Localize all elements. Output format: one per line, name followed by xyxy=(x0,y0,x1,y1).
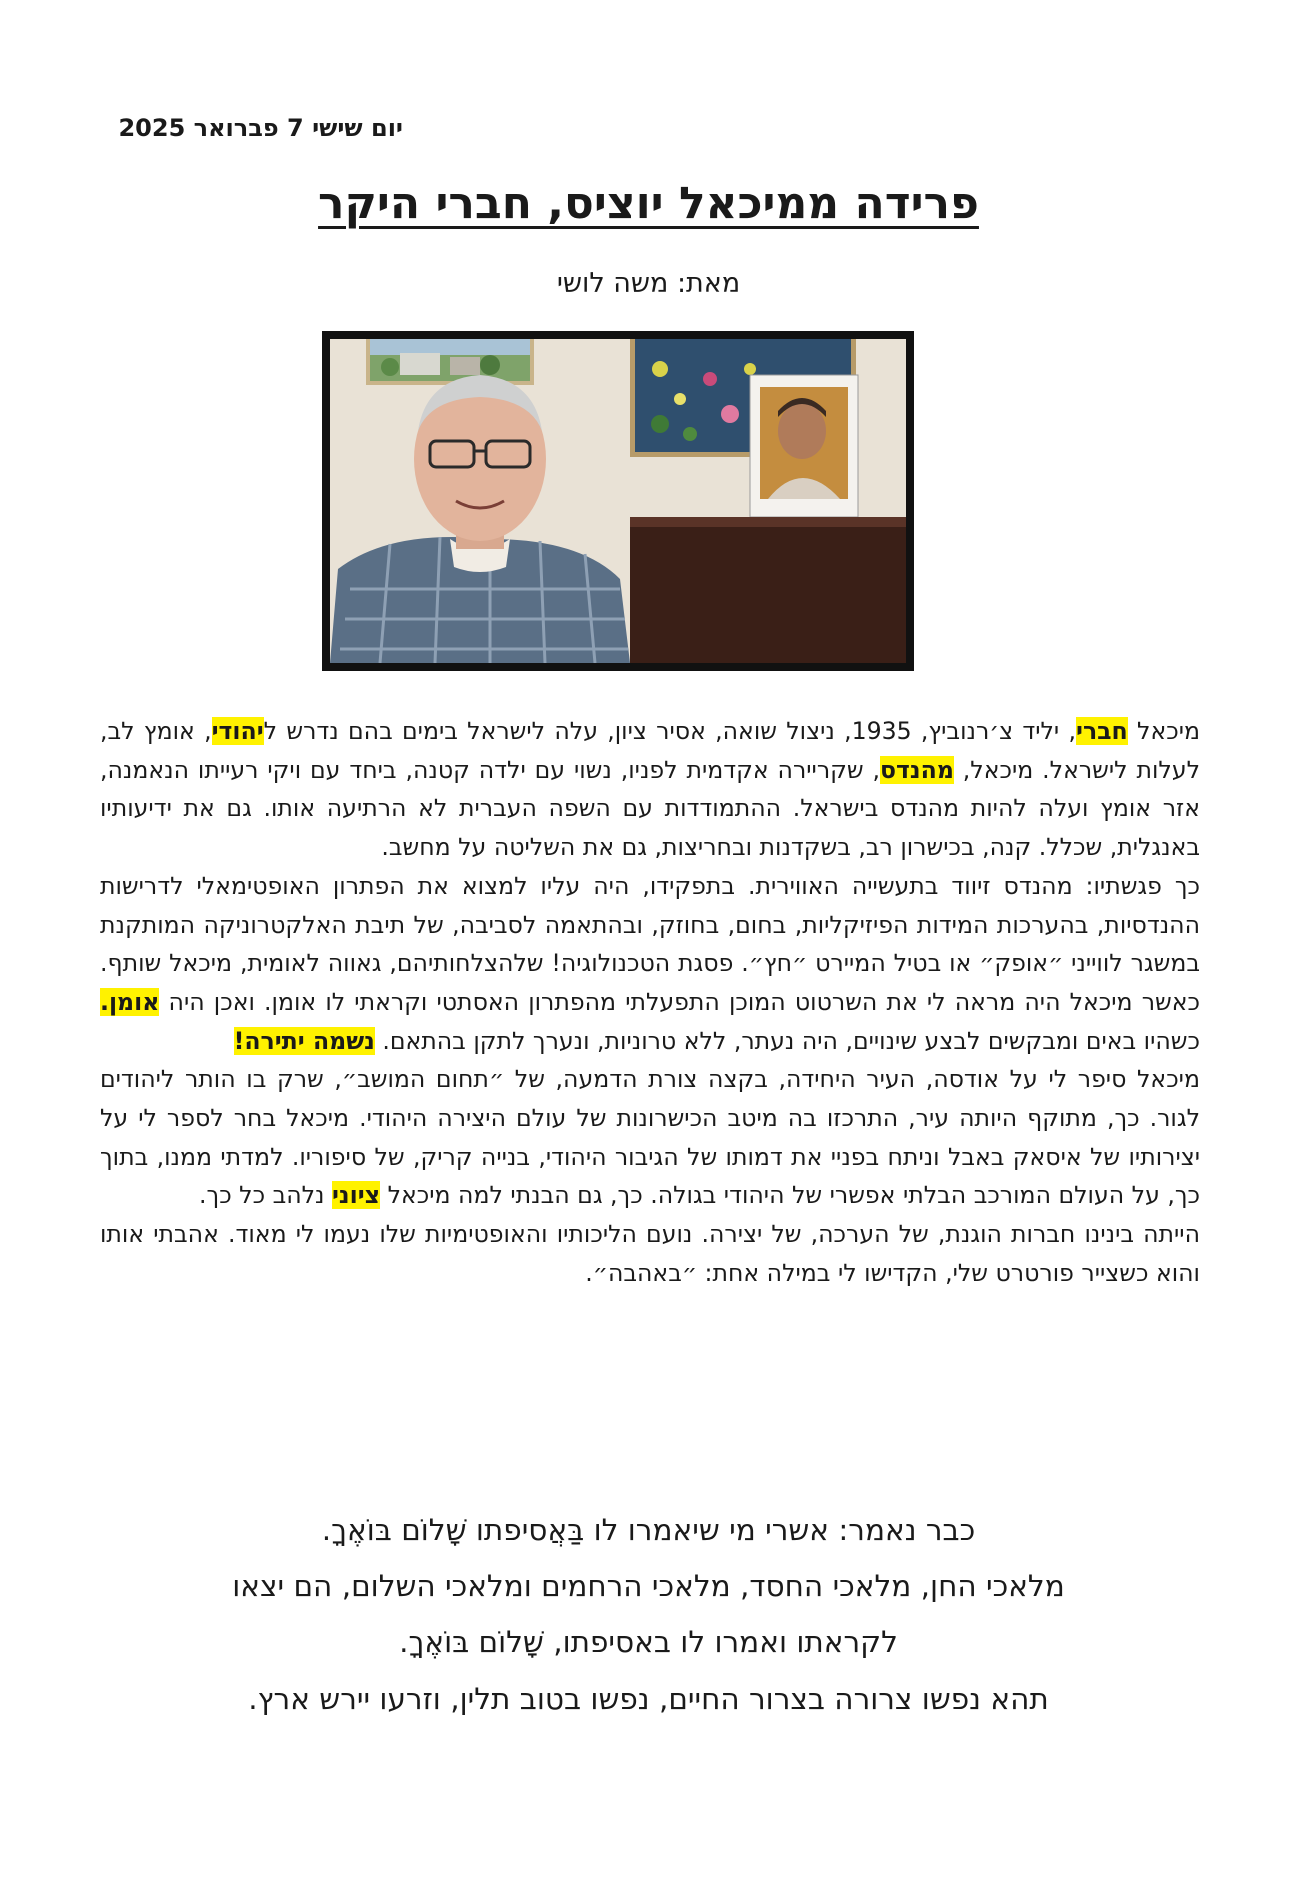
garden-painting-icon xyxy=(366,339,534,385)
date-line: יום שישי 7 פברואר 2025 xyxy=(118,114,403,142)
highlighted-word: מהנדס xyxy=(880,755,954,784)
closing-line-4: תהא נפשו צרורה בצרור החיים, נפשו בטוב תלין, וזרעו יירש ארץ. xyxy=(248,1681,1049,1716)
highlighted-word: נשמה יתירה! xyxy=(233,1026,375,1055)
paragraph-text: כשהיו באים ומבקשים לבצע שינויים, היה נעתר, ללא טרוניות, ונערך לתקן בהתאם. xyxy=(374,1026,1200,1055)
paragraph-text: מיכאל סיפר לי על אודסה, העיר היחידה, בקצה צורת הדמעה, של ״תחום המושב״, שרק בו הותר ליהודים לגור. כך, מתוקף היותה עיר, התרכזו בה מיטב הכישרונות של עולם היצירה היהודי. מיכאל בחר לספר לי על יצירותיו של איסאק באבל וניתח בפניי את דמותו של הגיבור היהודי, בנייה קריק, של סיפוריו. למדתי ממנו, בתוך כך, על העולם המורכב הבלתי אפשרי של היהודי בגולה. כך, גם הבנתי למה מיכאל xyxy=(100,1065,1200,1210)
page-title: פרידה ממיכאל יוציס, חברי היקר xyxy=(318,178,979,229)
paragraph-text: , אומץ לב, לעלות לישראל. מיכאל, xyxy=(100,717,1200,784)
highlighted-word: אומן. xyxy=(100,987,160,1016)
closing-line-2: מלאכי החן, מלאכי החסד, מלאכי הרחמים ומלאכי השלום, הם יצאו xyxy=(232,1569,1065,1604)
paragraph-2 xyxy=(100,867,1200,1061)
paragraph-text: , יליד צ׳רנוביץ, 1935, ניצול שואה, אסיר ציון, עלה לישראל בימים בהם נדרש ל xyxy=(263,717,1076,745)
paragraph-3 xyxy=(100,1060,1200,1215)
piano-icon xyxy=(630,517,906,663)
paragraph-text: , שקריירה אקדמית לפניו, נשוי עם ילדה קטנה, ביחד עם ויקי רעייתו הנאמנה, אזר אומץ ועלה להיות מהנדס בישראל. ההתמודדות עם השפה העברית לא הרתיעה אותו. גם את ידיעותיו באנגלית, שכלל. קנה, בכישרון רב, בשקדנות ובחריצות, גם את השליטה על מחשב. xyxy=(100,755,1200,862)
paragraph-text: מיכאל xyxy=(1127,717,1200,745)
author-line: מאת: משה לושי xyxy=(556,268,741,299)
paragraph-text: נלהב כל כך. xyxy=(199,1181,332,1210)
closing-blessing xyxy=(0,1502,1297,1727)
closing-line-3: לקראתו ואמרו לו באסיפתו, שָׁלוֹם בּוֹאֶךָ. xyxy=(399,1625,898,1660)
closing-line-1: כבר נאמר: אשרי מי שיאמרו לו בַּאֲסיפתו שָׁלוֹם בּוֹאֶךָ. xyxy=(321,1513,976,1547)
framed-portrait-icon xyxy=(750,375,858,517)
highlighted-word: ציוני xyxy=(331,1181,381,1210)
paragraph-text: הייתה בינינו חברות הוגנת, של הערכה, של יצירה. נועם הליכותיו והאופטימיות שלו נעמו לי מאוד. אהבתי אותו והוא כשצייר פורטרט שלי, הקדישו לי במילה אחת: ״באהבה״. xyxy=(100,1220,1200,1287)
highlighted-word: יהודי xyxy=(211,717,264,745)
paragraph-1 xyxy=(100,712,1200,867)
paragraph-text: כך פגשתיו: מהנדס זיווד בתעשייה האווירית. בתפקידו, היה עליו למצוא את הפתרון האופטימאלי לדרישות ההנדסיות, בהערכות המידות הפיזיקליות, בחום, בחוזק, ובהתאמה לסביבה, של תיבת האלקטרוניקה המותקנת במשגר לווייני ״אופק״ או בטיל המיירט ״חץ״. פסגת הטכנולוגיה! שלהצלחותיהם, גאווה לאומית, מיכאל שותף. כאשר מיכאל היה מראה לי את השרטוט המוכן התפעלתי מהפתרון האסתטי וקראתי לו אומן. ואכן היה xyxy=(100,871,1200,1016)
highlighted-word: חברי xyxy=(1076,717,1128,745)
paragraph-4 xyxy=(100,1215,1200,1292)
portrait-photo xyxy=(330,339,906,663)
photo-frame xyxy=(322,331,914,671)
article-body xyxy=(100,712,1200,1293)
